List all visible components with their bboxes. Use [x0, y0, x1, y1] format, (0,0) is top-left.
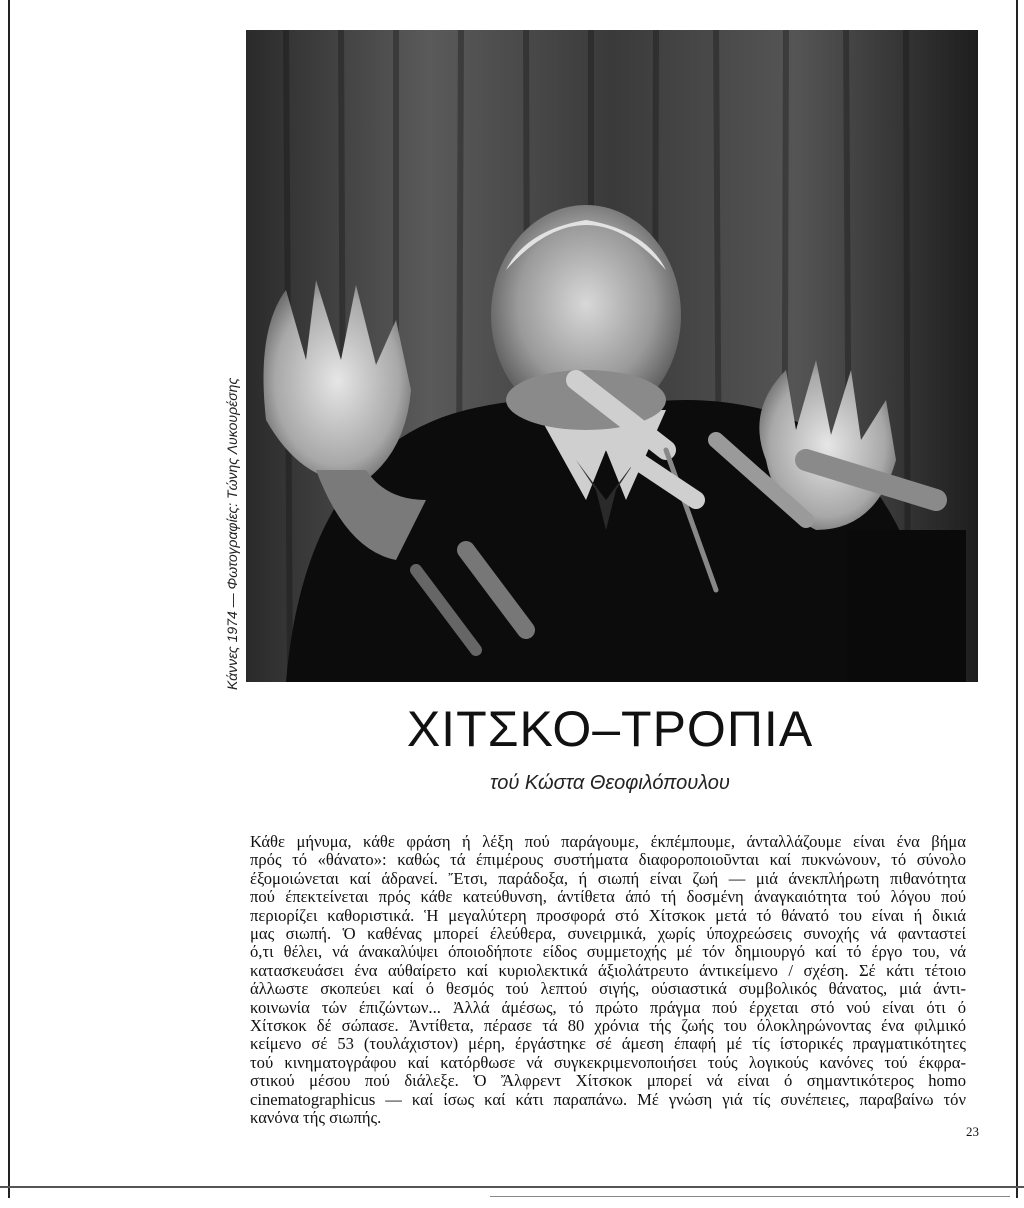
body-line: ό,τι θέλει, νά άνακαλύψει όποιοδήποτε είδος συμμετοχής μέ τόν δημιουργό καί τό έργο του, νά: [250, 943, 966, 962]
photo-illustration: [246, 30, 978, 682]
bottom-rule: [0, 1186, 1024, 1188]
body-line: μας σιωπή. Ὁ καθένας μπορεί έλεύθερα, συνειρμικά, χωρίς ύποχρεώσεις συνοχής νά φανταστεί: [250, 925, 966, 944]
body-line: cinematographicus — καί ίσως καί κάτι παραπάνω. Μέ γνώση γιά τίς συνέπειες, παραβαίνω τόν: [250, 1090, 966, 1109]
body-line: έξομοιώνεται καί άδρανεί. Ἔτσι, παράδοξα, ή σιωπή είναι ζωή — μιά άνεκπλήρωτη πιθανότητα: [250, 869, 966, 888]
body-line: περιορίζει καθοριστικά. Ἡ μεγαλύτερη προσφορά στό Χίτσκοκ μετά τό θάνατό του είναι ή δικιά: [250, 906, 966, 925]
body-line: κατασκευάσει ένα αύθαίρετο καί κυριολεκτικά άξιολάτρευτο άντικείμενο / σχέση. Σέ κάτι τέτοιο: [250, 961, 966, 980]
article-body: [250, 833, 966, 1128]
portrait-photo: [246, 30, 978, 682]
body-line: Κάθε μήνυμα, κάθε φράση ή λέξη πού παράγουμε, έκπέμπουμε, άνταλλάζουμε είναι ένα βήμα: [250, 833, 966, 851]
article-title: ΧΙΤΣΚΟ–ΤΡΟΠΙΑ: [406, 701, 814, 757]
body-line: κείμενο σέ 53 (τουλάχιστον) μέρη, έργάστηκε σέ άμεση έπαφή μέ τίς ίστορικές πραγματικότητες: [250, 1035, 966, 1054]
body-line: τού κινηματογράφου καί κατόρθωσε νά συγκεκριμενοποιήσει τούς λογικούς κανόνες τού έκφρα-: [250, 1053, 966, 1072]
article-byline: τού Κώστα Θεοφιλόπουλου: [490, 772, 730, 794]
body-line: άλλωστε σκοπεύει καί ό θεσμός τού λεπτού σιγής, ούσιαστικά συμβολικός θάνατος, μιά άντι-: [250, 980, 966, 999]
page-number: 23: [966, 1124, 979, 1139]
bottom-rule-secondary: [490, 1196, 1010, 1197]
body-line: κοινωνία τών έπιζώντων... Ἀλλά άμέσως, τό πρώτο πράγμα πού έρχεται στό νού είναι ότι ό: [250, 998, 966, 1017]
body-line: πού έπεκτείνεται πρός κάθε κατεύθυνση, άντίθετα άπό τή δοσμένη άναγκαιότητα τού λόγου πού: [250, 888, 966, 907]
body-line: κανόνα τής σιωπής.: [250, 1109, 382, 1128]
body-line: στικού μέσου πού διάλεξε. Ὁ Ἄλφρεντ Χίτσκοκ μπορεί νά είναι ό σημαντικότερος homo: [250, 1072, 966, 1091]
photo-caption-text: Κάννες 1974 — Φωτογραφίες: Τώνης Λυκουρέσης: [224, 377, 240, 690]
body-line: Χίτσκοκ δέ σώπασε. Ἀντίθετα, πέρασε τά 80 χρόνια τής ζωής του όλοκληρώνοντας ένα φιλμικό: [250, 1017, 966, 1036]
body-line: πρός τό «θάνατο»: καθώς τά έπιμέρους συστήματα διαφοροποιοῦνται καί πυκνώνουν, τό σύνολο: [250, 851, 966, 870]
